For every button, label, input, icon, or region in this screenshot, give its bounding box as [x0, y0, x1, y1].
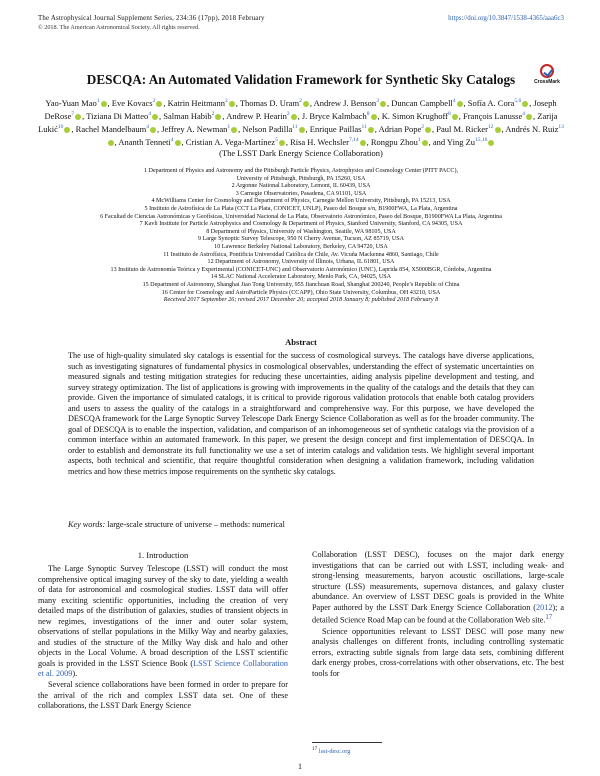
author-name: Paul M. Ricker: [436, 123, 488, 134]
section-heading-introduction: 1. Introduction: [137, 550, 189, 560]
orcid-icon[interactable]: [64, 127, 70, 133]
author-name: Katrin Heitmann: [167, 97, 225, 108]
author-name: K. Simon Krughoff: [381, 110, 448, 121]
author-affiliation-marker[interactable]: 12: [488, 123, 494, 130]
orcid-icon[interactable]: [279, 140, 285, 146]
orcid-icon[interactable]: [175, 140, 181, 146]
orcid-icon[interactable]: [108, 140, 114, 146]
paper-title: DESCQA: An Automated Validation Framework for Synthetic Sky Catalogs: [86, 72, 516, 87]
intro-paragraph-4: Science opportunities relevant to LSST DESC will pose many new analysis challenges on different fronts, including controlling systematic errors, extracting subtle signals from large data sets, combining different dark energy probes, cross-correlations with other observations, etc. The best tools for: [312, 626, 564, 678]
footnote-link[interactable]: lsst-desc.org: [318, 748, 351, 756]
keywords-label: Key words:: [68, 520, 106, 529]
intro-paragraph-1: The Large Synoptic Survey Telescope (LSST) will conduct the most comprehensive optical imaging survey of the sky to date, yielding a wealth of data for astronomical and cosmological studies. LSST data will offer many exciting scientific opportunities, including the creation of very detailed maps of the distribution of galaxies, studies of transient objects in new regimes, investigations of the inner and outer solar system, observations of stellar populations in the Milky Way and nearby galaxies, and studies of the structure of the Milky Way disk and halo and other objects in the Local Volume. A broad description of the LSST scientific goals is provided in the LSST Science Book (LSST Science Collaboration et al. 2009).: [38, 564, 288, 679]
copyright-line: © 2018. The American Astronomical Society. All rights reserved.: [38, 24, 200, 31]
affiliation-line: 13 Instituto de Astronomía Teórica y Experimental (CONICET-UNC) and Observatorio Astronómico (UNC), Laprida 854, X5000BGR, Córdoba, Argentina: [110, 266, 492, 273]
footnote-marker[interactable]: 17: [545, 614, 553, 622]
author-name: Andrew P. Hearin: [226, 110, 287, 121]
orcid-icon[interactable]: [231, 127, 237, 133]
orcid-icon[interactable]: [229, 101, 235, 107]
affiliation-line: 3 Carnegie Observatories, Pasadena, CA 91101, USA: [235, 190, 367, 197]
author-name: Thomas D. Uram: [239, 97, 300, 108]
orcid-icon[interactable]: [303, 101, 309, 107]
author-name: Duncan Campbell: [391, 97, 453, 108]
affiliation-line: 15 Department of Astronomy, Shanghai Jiao Tong University, 955 Jianchuan Road, Shanghai 200240, People’s Republic of China: [142, 281, 460, 288]
author-name: Andrés N. Ruiz: [505, 123, 559, 134]
author-name: Nelson Padilla: [242, 123, 293, 134]
footnote-rule: [312, 742, 382, 743]
author-affiliation-marker[interactable]: 1: [417, 136, 421, 143]
author-name: Salman Habib: [163, 110, 212, 121]
author-affiliation-marker[interactable]: 8: [366, 110, 370, 117]
orcid-icon[interactable]: [291, 114, 297, 120]
orcid-icon[interactable]: [152, 114, 158, 120]
author-affiliation-marker[interactable]: 11: [292, 123, 298, 130]
intro-paragraph-3: Collaboration (LSST DESC), focuses on the major dark energy investigations that can be carried out with LSST, including weak- and strong-lensing measurements, baryon acoustic oscillations, large-scale structure (LSS) measurements, supernova distances, and galaxy cluster abundance. An overview of LSST DESC goals is provided in the White Paper authored by the LSST Dark Energy Science Collaboration (2012); a detailed Science Road Map can be found at the Collaboration Web site.$^{17}$: [312, 550, 564, 626]
affiliation-line: 1 Department of Physics and Astronomy and the Pittsburgh Particle Physics, Astrophysics and Cosmology Center (PITT PACC),: [143, 168, 459, 174]
author-affiliation-marker[interactable]: 2: [211, 110, 215, 117]
author-name: J. Bryce Kalmbach: [301, 110, 367, 121]
author-affiliation-marker[interactable]: 4: [146, 123, 149, 130]
author-affiliation-marker[interactable]: 2: [286, 110, 290, 117]
affiliation-line: 7 Kavli Institute for Particle Astrophysics and Cosmology & Department of Physics, Stanford University, Stanford, CA 94305, USA: [139, 221, 463, 228]
orcid-icon[interactable]: [452, 114, 458, 120]
author-affiliation-marker[interactable]: 4: [148, 110, 151, 117]
author-name: Enrique Paillas: [309, 123, 362, 134]
affiliation-line: 9 Large Synoptic Survey Telescope, 950 N Cherry Avenue, Tucson, AZ 85719, USA: [197, 236, 405, 243]
author-name: Tiziana Di Matteo: [86, 110, 149, 121]
author-affiliation-marker[interactable]: 3: [376, 98, 379, 104]
orcid-icon[interactable]: [380, 101, 386, 107]
author-name: Eve Kovacs: [111, 97, 153, 108]
author-affiliation-marker[interactable]: 7,14: [348, 136, 359, 143]
author-name: Andrew J. Benson: [313, 97, 377, 108]
author-affiliation-marker[interactable]: 1: [227, 123, 231, 130]
author-name: Zarija Lukić: [38, 110, 558, 134]
crossmark-label: CrossMark: [534, 79, 560, 85]
orcid-icon[interactable]: [495, 127, 501, 133]
author-name: Ying Zu: [446, 136, 476, 147]
affiliation-line: 16 Center for Cosmology and AstroParticle Physics (CCAPP), Ohio State University, Columbus, OH 43210, USA: [161, 289, 441, 296]
citation-link[interactable]: 2012: [536, 602, 553, 612]
abstract-text: The use of high-quality simulated sky catalogs is essential for the success of cosmological surveys. The catalogs have diverse applications, such as investigating signatures of fundamental physics in cosmological observables, understanding the effect of systematic uncertainties on measured signals and testing mitigation strategies for reducing these uncertainties, aiding analysis pipeline development and testing, and survey strategy optimization. The list of applications is growing with improvements in the quality of the catalogs and the details that they can provide. Given the importance of simulated catalogs, it is critical to provide rigorous validation protocols that enable both catalog providers and users to assess the quality of the catalogs in a straightforward and comprehensive way. For this purpose, we have developed the DESCQA framework for the Large Synoptic Survey Telescope Dark Energy Science Collaboration as well as for the broader community. The goal of DESCQA is to enable the inspection, validation, and comparison of an inhomogeneous set of synthetic catalogs via the provision of a common interface within an automated framework. In this paper, we present the design concept and first implementation of DESCQA. In order to establish and demonstrate its full functionality we use a set of interim catalogs and validation tests. We highlight several important aspects, both technical and scientific, that require thoughtful consideration when designing a validation framework, including validation metrics and how these metrics impose requirements on the synthetic sky catalogs.: [68, 351, 534, 477]
orcid-icon[interactable]: [457, 101, 463, 107]
footnote: [312, 746, 350, 755]
author-affiliation-marker[interactable]: 11: [361, 123, 367, 130]
author-name: Adrian Pope: [378, 123, 422, 134]
affiliation-line: 5 Instituto de Astrofísica de La Plata (CCT La Plata, CONICET, UNLP), Paseo del Bosque s/n, B1900FWA, La Plata, Argentina: [144, 205, 458, 212]
author-affiliation-marker[interactable]: 2: [224, 98, 228, 104]
orcid-icon[interactable]: [75, 114, 81, 120]
author-affiliation-marker[interactable]: 2: [152, 98, 156, 104]
author-name: Cristian A. Vega-Martínez: [185, 136, 276, 147]
publication-dates: Received 2017 September 26; revised 2017 December 20; accepted 2018 January 8; published 2018 February 8: [163, 297, 439, 304]
affiliation-list: [38, 168, 564, 305]
author-affiliation-marker[interactable]: 13: [558, 123, 564, 130]
doi-link[interactable]: https://doi.org/10.3847/1538-4365/aaa6c3: [448, 15, 564, 22]
collaboration-name: (The LSST Dark Energy Science Collaboration): [219, 147, 383, 158]
column-right: [312, 550, 564, 679]
abstract-heading: Abstract: [285, 337, 317, 347]
author-affiliation-marker[interactable]: 4: [522, 110, 525, 117]
affiliation-line: 2 Argonne National Laboratory, Lemont, IL 60439, USA: [231, 183, 371, 190]
journal-reference: The Astrophysical Journal Supplement Series, 234:36 (17pp), 2018 February: [38, 15, 265, 22]
affiliation-line: 10 Lawrence Berkeley National Laboratory, Berkeley, CA 94720, USA: [214, 243, 388, 250]
running-header: [38, 14, 564, 23]
author-affiliation-marker[interactable]: 5,6: [514, 98, 522, 104]
author-affiliation-marker[interactable]: 10: [57, 123, 64, 130]
orcid-icon[interactable]: [522, 101, 528, 107]
author-name: Risa H. Wechsler: [290, 136, 349, 147]
keywords-line: [68, 520, 534, 529]
author-affiliation-marker[interactable]: 8: [447, 110, 451, 117]
author-list: Yao-Yuan Mao$^1$ , Eve Kovacs$^2$ , Katrin Heitmann$^2$ , Thomas D. Uram$^2$ , Andrew J. Benson$^3$ , Duncan Campbell$^4$ , Sofía A. Cora$^{5,6}$ , Joseph DeRose$^7$ , Tiziana Di Matteo$^4$ , Salman Habib$^2$ , Andrew P. Hearin$^2$ , J. Bryce Kalmbach$^8$ , K. Simon Krughoff$^8$ , François Lanusse$^4$ , Zarija Lukić$^{10}$ , Rachel Mandelbaum$^4$ , Jeffrey A. Newman$^1$ , Nelson Padilla$^{11}$ , Enrique Paillas$^{11}$ , Adrian Pope$^2$ , Paul M. Ricker$^{12}$ , Andrés N. Ruiz$^{13}$, Ananth Tenneti$^4$ , Cristian A. Vega-Martínez$^5$ , Risa H. Wechsler$^{7,14}$ , Rongpu Zhou$^1$ , and Ying Zu$^{15,16}$ (The LSST Dark Energy Science Collaboration): [38, 97, 564, 158]
orcid-icon[interactable]: [371, 114, 377, 120]
affiliation-line: 11 Instituto de Astrofísica, Pontificia Universidad Católica de Chile, Av. Vicuña Mackenna 4860, Santiago, Chile: [163, 251, 439, 258]
author-name: Rongpu Zhou: [370, 136, 418, 147]
author-affiliation-marker[interactable]: 7: [71, 110, 75, 117]
author-affiliation-marker[interactable]: 4: [452, 98, 456, 104]
orcid-icon[interactable]: [425, 127, 431, 133]
affiliation-line: 6 Facultad de Ciencias Astronómicas y Geofísicas, Universidad Nacional de La Plata, Observatorio Astronómico, Paseo del Bosque, B1900FWA La Plata, Argentina: [100, 213, 502, 220]
page-number: 1: [298, 762, 302, 771]
author-affiliation-marker[interactable]: 15,16: [475, 136, 488, 143]
author-affiliation-marker[interactable]: 1: [96, 98, 100, 104]
author-name: Yao-Yuan Mao: [45, 97, 97, 108]
orcid-icon[interactable]: [526, 114, 532, 120]
orcid-icon[interactable]: [299, 127, 305, 133]
author-name: Sofía A. Cora: [467, 97, 515, 108]
author-affiliation-marker[interactable]: 2: [299, 98, 302, 104]
author-affiliation-marker[interactable]: 4: [170, 136, 174, 143]
affiliation-line: 4 McWilliams Center for Cosmology and Department of Physics, Carnegie Mellon University, Pittsburgh, PA 15213, USA: [151, 198, 451, 205]
orcid-icon[interactable]: [156, 101, 162, 107]
orcid-icon[interactable]: [422, 140, 428, 146]
footnote-number: 17: [312, 746, 318, 752]
orcid-icon[interactable]: [215, 114, 221, 120]
author-name: Rachel Mandelbaum: [75, 123, 147, 134]
affiliation-line: 12 Department of Astronomy, University of Illinois, Urbana, IL 61801, USA: [207, 259, 395, 266]
orcid-icon[interactable]: [150, 127, 156, 133]
orcid-icon[interactable]: [488, 140, 494, 146]
orcid-icon[interactable]: [101, 101, 107, 107]
author-name: François Lanusse: [462, 110, 523, 121]
intro-paragraph-2: Several science collaborations have been formed in order to prepare for the arrival of the rich and complex LSST data set. One of these collaborations, the LSST Dark Energy Science: [38, 680, 288, 711]
affiliation-line: University of Pittsburgh, Pittsburgh, PA 15260, USA: [236, 175, 366, 182]
author-name: Joseph DeRose: [44, 97, 557, 121]
orcid-icon[interactable]: [368, 127, 374, 133]
keywords-text: large-scale structure of universe – methods: numerical: [107, 520, 285, 529]
author-affiliation-marker[interactable]: 5: [275, 136, 278, 143]
affiliation-line: 14 SLAC National Accelerator Laboratory, Menlo Park, CA, 94025, USA: [210, 274, 392, 281]
citation-link[interactable]: LSST Science Collaboration et al. 2009: [38, 658, 288, 679]
author-name: Jeffrey A. Newman: [161, 123, 228, 134]
column-left: [38, 564, 288, 712]
author-affiliation-marker[interactable]: 2: [421, 123, 425, 130]
author-name: Ananth Tenneti: [118, 136, 171, 147]
orcid-icon[interactable]: [360, 140, 366, 146]
affiliation-line: 8 Department of Physics, University of Washington, Seattle, WA 98105, USA: [206, 228, 396, 235]
